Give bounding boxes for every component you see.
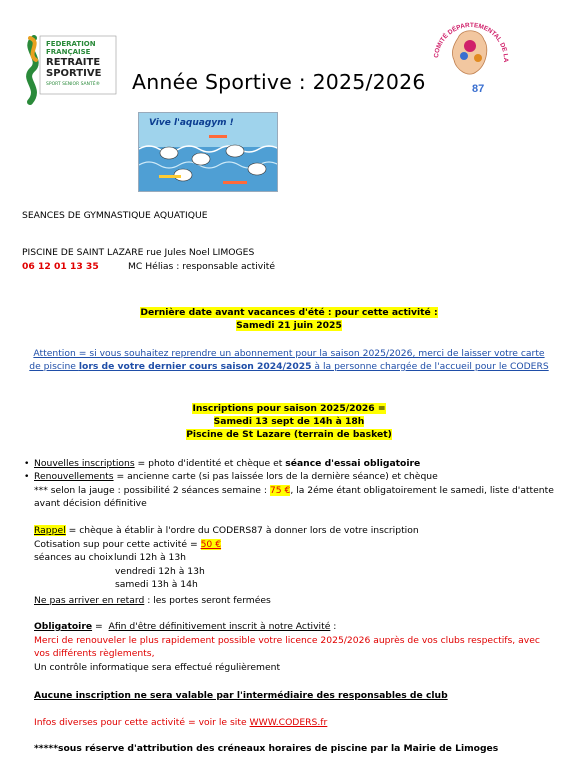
ffrs-logo: [20, 34, 118, 106]
phone-number: 06 12 01 13 35: [22, 261, 99, 272]
obligatoire-end: :: [330, 621, 337, 632]
obligatoire-eq: =: [92, 621, 109, 632]
ffrs-line4: SPORTIVE: [46, 68, 102, 79]
slot-vendredi: vendredi 12h à 13h: [115, 566, 205, 577]
retard-text: : les portes seront fermées: [144, 595, 271, 606]
svg-text:COMITÉ DÉPARTEMENTAL DE LA RET: COMITÉ DÉPARTEMENTAL DE LA: [433, 21, 510, 63]
renouvellements-text: = ancienne carte (si pas laissée lors de la dernière séance) et chèque: [113, 471, 438, 482]
retard-line: [34, 594, 271, 607]
last-date-line2: Samedi 21 juin 2025: [236, 320, 342, 331]
bullet-dot-icon: •: [24, 471, 30, 482]
nouvelles-bold: séance d'essai obligatoire: [285, 458, 421, 469]
bullet-renouvellements: [24, 470, 438, 483]
cotisation-price: 50 €: [200, 539, 222, 550]
attention-text-c: à la personne chargée de l'accueil pour le CODERS: [311, 361, 549, 372]
ffrs-line2: FRANÇAISE: [46, 48, 91, 56]
obligatoire-text: Afin d'être définitivement inscrit à notre Activité: [108, 621, 331, 632]
ffrs-line5: SPORT SENIOR SANTÉ®: [46, 82, 101, 87]
jauge-text-b: , la 2éme étant obligatoirement le samedi, liste d'attente: [290, 485, 554, 496]
bullet-nouvelles: [24, 457, 421, 470]
infos-line: [34, 716, 327, 729]
page-title: Année Sportive : 2025/2026: [132, 70, 426, 94]
rappel-label: Rappel: [34, 525, 66, 536]
location: PISCINE DE SAINT LAZARE rue Jules Noel LIMOGES: [22, 247, 255, 258]
activity-name: SEANCES DE GYMNASTIQUE AQUATIQUE: [22, 210, 208, 221]
attention-line1: Attention = si vous souhaitez reprendre un abonnement pour la saison 2025/2026, merci de laisser votre carte: [33, 348, 545, 359]
obligatoire-line: [34, 620, 336, 633]
renouvellements-label: Renouvellements: [34, 471, 114, 482]
jauge-text: *** selon la jauge : possibilité 2 séances semaine :: [34, 485, 270, 496]
aucune-inscription: Aucune inscription ne sera valable par l'intermédiaire des responsables de club: [34, 690, 448, 701]
rappel-line: [34, 524, 419, 537]
coders-emblem-icon: [428, 8, 514, 98]
retard-label: Ne pas arriver en retard: [34, 595, 145, 606]
reserve-line: *****sous réserve d'attribution des créneaux horaires de piscine par la Mairie de Limoges: [34, 743, 499, 754]
ffrs-line3: RETRAITE: [46, 57, 101, 68]
attention-line2: [0, 360, 578, 373]
inscriptions-line2: Samedi 13 sept de 14h à 18h: [213, 416, 365, 427]
bullet-dot-icon: •: [24, 458, 30, 469]
slot-lundi: lundi 12h à 13h: [114, 552, 187, 563]
ffrs-line1: FEDERATION: [46, 40, 96, 48]
inscriptions-line1: Inscriptions pour saison 2025/2026 =: [192, 403, 386, 414]
controle-line: Un contrôle informatique sera effectué régulièrement: [34, 662, 281, 673]
last-date-line1: Dernière date avant vacances d'été : pour cette activité :: [140, 307, 438, 318]
licence-line2: vos différents règlements,: [34, 648, 155, 659]
inscriptions-line3: Piscine de St Lazare (terrain de basket): [186, 429, 392, 440]
rappel-text: = chèque à établir à l'ordre du CODERS87 à donner lors de votre inscription: [65, 525, 419, 536]
coders-website-link[interactable]: WWW.CODERS.fr: [249, 717, 328, 728]
attention-text-bold: lors de votre dernier cours saison 2024/2025: [78, 361, 312, 372]
aquagym-illustration: [138, 112, 278, 192]
infos-text: Infos diverses pour cette activité = voir le site: [34, 717, 250, 728]
coders-logo: [428, 8, 514, 98]
licence-line1: Merci de renouveler le plus rapidement possible votre licence 2025/2026 auprès de vos clubs respectifs, avec: [34, 635, 540, 646]
last-date: [0, 306, 578, 332]
cotisation-text: Cotisation sup pour cette activité =: [34, 539, 201, 550]
aquagym-banner-text: Vive l'aquagym !: [149, 118, 234, 128]
nouvelles-label: Nouvelles inscriptions: [34, 458, 135, 469]
slot-samedi: samedi 13h à 14h: [115, 579, 198, 590]
jauge-price: 75 €: [269, 485, 291, 496]
jauge-line: [34, 484, 554, 497]
jauge-line2: avant décision définitive: [34, 498, 147, 509]
attention-text-a: de piscine: [29, 361, 79, 372]
obligatoire-label: Obligatoire: [34, 621, 93, 632]
contact-person: MC Hélias : responsable activité: [128, 261, 276, 272]
nouvelles-text: = photo d'identité et chèque et: [134, 458, 286, 469]
cotisation-line: [34, 538, 221, 551]
svg-text:87: 87: [472, 83, 485, 95]
seances-label: séances au choix: [34, 552, 114, 563]
inscriptions-block: [0, 402, 578, 441]
